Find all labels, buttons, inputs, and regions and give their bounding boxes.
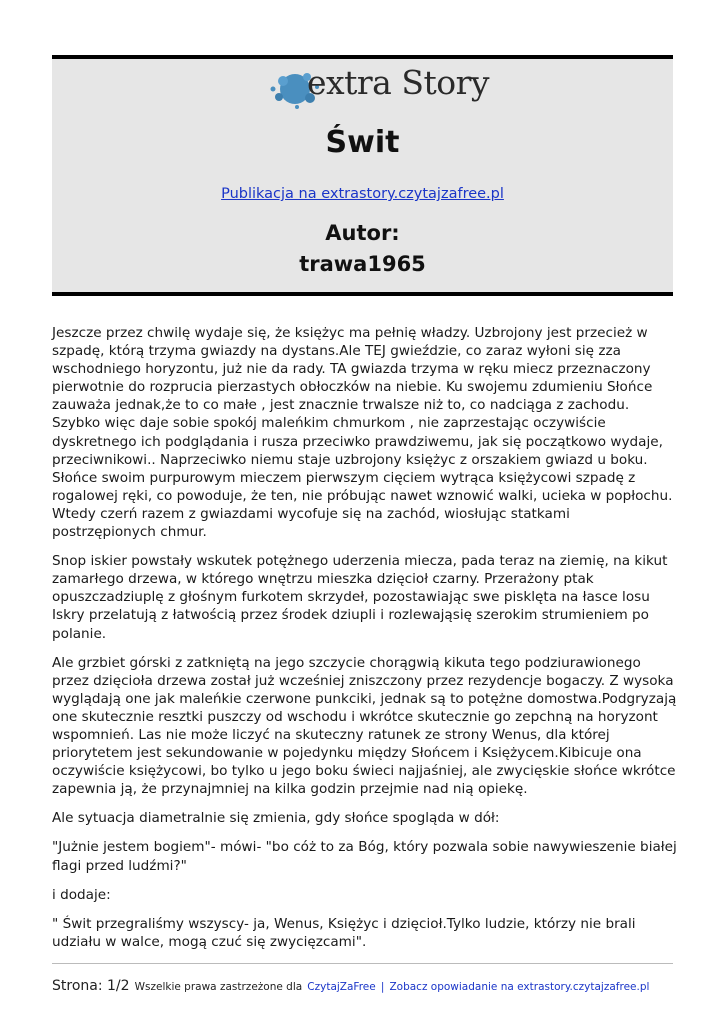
author-label: Autor: [325, 221, 400, 245]
footer-separator: | [380, 981, 385, 993]
paragraph: " Świt przegraliśmy wszyscy- ja, Wenus, Księżyc i dzięcioł.Tylko ludzie, którzy nie brali udziału w walce, mogą czuć się zwycięzcami". [52, 915, 636, 950]
publication-link[interactable]: Publikacja na extrastory.czytajzafree.pl [221, 186, 504, 202]
story-link[interactable]: Zobacz opowiadanie na extrastory.czytajzafree.pl [389, 981, 650, 993]
paragraph: Jeszcze przez chwilę wydaje się, że księżyc ma pełnię władzy. Uzbrojony jest przecież w szpadę, którą trzyma gwiazdy na dystans.Ale TEJ gwieździe, co zaraz wyłoni się zza wschodniego horyzontu, już nie da rady. TA gwiazda trzyma w ręku miecz przeznaczony pierwotnie do rozprucia pierzastych obłoczków na niebie. Ku swojemu zdumieniu Słońce zauważa jednak,że to co małe , jest znacznie trwalsze niż to, co nadciąga z zachodu. Szybko więc daje sobie spokój maleńkim chmurkom , nie zaprzestając oczywiście dyskretnego ich podglądania i rusza przeciwko prawdziwemu, jak się początkowo wydaje, przeciwnikowi.. Naprzeciwko niemu staje uzbrojony księżyc z orszakiem gwiazd u boku. Słońce swoim purpurowym mieczem pierwszym cięciem wytrąca księżycowi szpadę z rogalowej ręki, co powoduje, że ten, nie próbując nawet wznowić walki, ucieka w popłochu. Wtedy czerń razem z gwiazdami wycofuje się na zachód, wiosłując statkami postrzępionych chmur. [52, 325, 673, 541]
story-body [52, 324, 677, 962]
rights-text: Wszelkie prawa zastrzeżone dla [134, 981, 303, 993]
page-number: Strona: 1/2 [52, 978, 130, 994]
story-title: Świt [325, 125, 400, 160]
site-link[interactable]: CzytajZaFree [307, 981, 376, 993]
author-name: trawa1965 [299, 252, 426, 276]
logo-text: extra Story [307, 63, 489, 102]
paragraph: Ale sytuacja diametralnie się zmienia, gdy słońce spogląda w dół: [52, 810, 500, 827]
document-header [52, 55, 673, 296]
paragraph: Ale grzbiet górski z zatkniętą na jego szczycie chorągwią kikuta tego podziurawionego przez dzięcioła drzewa został już wcześniej zniszczony przez rezydencje bogaczy. Z wysoka wyglądają one jak maleńkie czerwone punkciki, jednak są to potężne domostwa.Podgryzają one skutecznie resztki puszczy od wschodu i wkrótce skutecznie go zepchną na horyzont wspomnień. Las nie może liczyć na skuteczny ratunek ze strony Wenus, dla której priorytetem jest sekundowanie w pojedynku między Słońcem i Księżycem.Kibicuje ona oczywiście księżycowi, bo tylko u jego boku świeci najjaśniej, ale zwycięskie słońce wkrótce zapewnia ją, że przynajmniej na kilka godzin przejmie nad nią opiekę. [52, 654, 677, 798]
paragraph: "Jużnie jestem bogiem"- mówi- "bo cóż to za Bóg, który pozwala sobie nawywieszenie białej flagi przed ludźmi?" [52, 839, 677, 874]
page-footer [52, 975, 649, 994]
paragraph: Snop iskier powstały wskutek potężnego uderzenia miecza, pada teraz na ziemię, na kikut zamarłego drzewa, w którego wnętrzu mieszka dzięcioł czarny. Przerażony ptak opuszczadziuplę z głośnym furkotem skrzydeł, pozostawiając swe pisklęta na łasce losu Iskry przelatują z łatwością przez środek dziupli i rozlewająsię szerokim strumieniem po polanie. [52, 553, 668, 642]
extrastory-logo [267, 63, 489, 111]
paragraph: i dodaje: [52, 886, 111, 903]
footer-divider [52, 963, 673, 964]
